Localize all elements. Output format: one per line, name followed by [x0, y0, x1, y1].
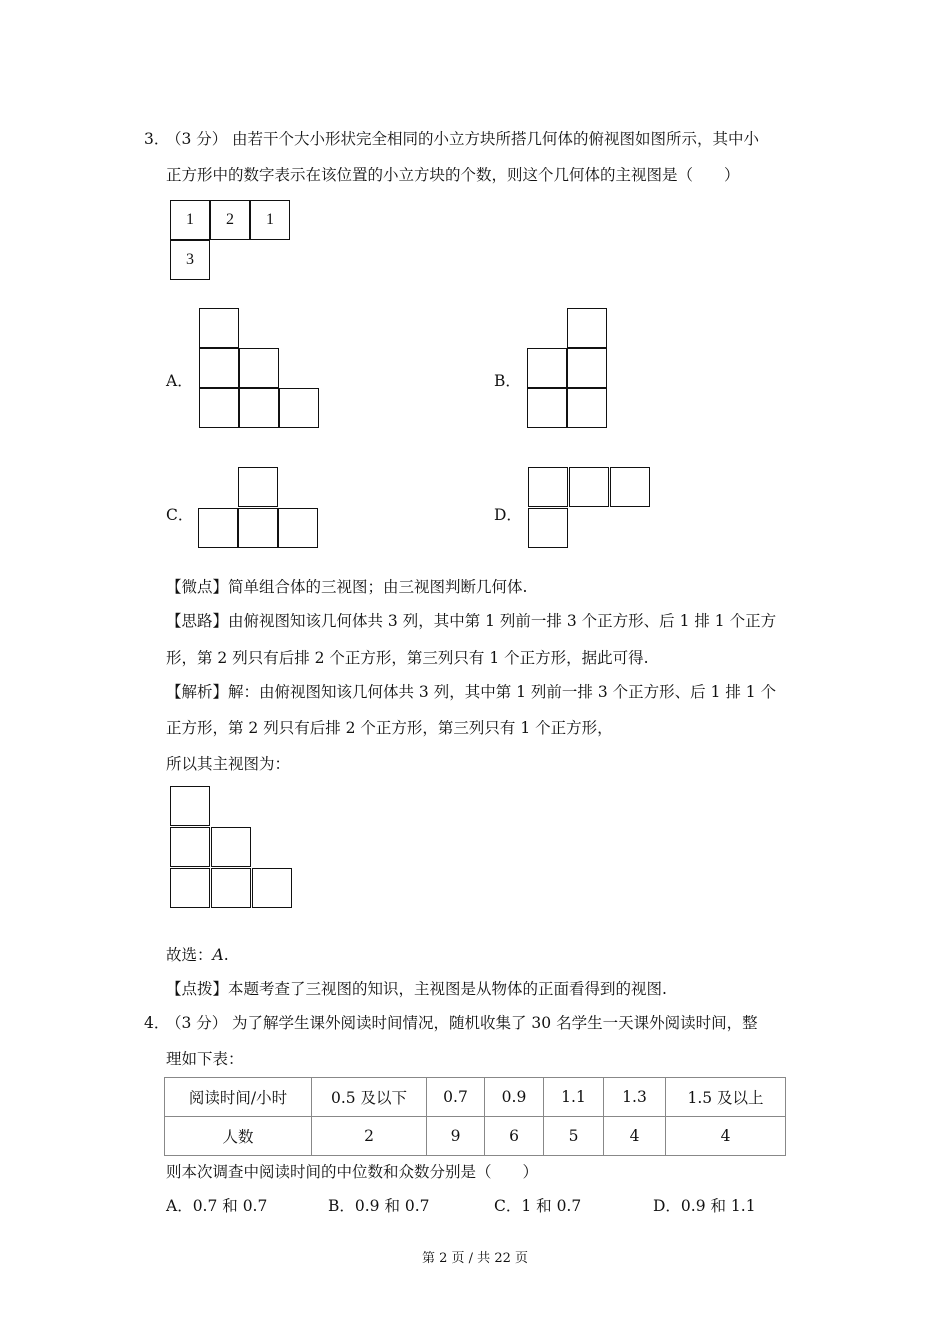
figure-square [238, 467, 278, 507]
figure-square [211, 868, 251, 908]
answer-suffix: . [223, 946, 229, 964]
top-view-cell: 1 [170, 200, 210, 240]
figure-square [278, 508, 318, 548]
q4-option-d: D．0.9 和 1.1 [653, 1197, 756, 1215]
top-view-cell: 2 [210, 200, 250, 240]
q3-answer [166, 943, 229, 965]
figure-square [527, 388, 567, 428]
table-cell: 1.3 [604, 1078, 666, 1117]
table-cell: 0.5 及以下 [312, 1078, 427, 1117]
figure-square [170, 868, 210, 908]
table-cell: 1.1 [544, 1078, 604, 1117]
table-cell: 6 [485, 1117, 544, 1156]
table-cell: 0.9 [485, 1078, 544, 1117]
answer-prefix: 故选： [166, 946, 213, 964]
q3-comment: 【点拨】本题考查了三视图的知识，主视图是从物体的正面看得到的视图. [166, 980, 667, 998]
figure-square [567, 348, 607, 388]
table-cell: 阅读时间/小时 [165, 1078, 312, 1117]
q3-solution-line1: 【解析】解：由俯视图知该几何体共 3 列，其中第 1 列前一排 3 个正方形、后 1 排 1 个 [166, 683, 777, 701]
q3-stem-line1: 由若干个大小形状完全相同的小立方块所搭几何体的俯视图如图所示，其中小 [232, 130, 760, 148]
figure-square [527, 348, 567, 388]
top-view-cell: 1 [250, 200, 290, 240]
figure-square [528, 467, 568, 507]
q4-stem-line2: 理如下表： [166, 1050, 244, 1068]
option-a-label: A． [166, 372, 193, 390]
q3-number: 3． [144, 130, 170, 148]
table-row [165, 1078, 786, 1117]
table-cell: 9 [427, 1117, 485, 1156]
option-d-label: D． [494, 506, 522, 524]
table-cell: 2 [312, 1117, 427, 1156]
q3-idea-line2: 形，第 2 列只有后排 2 个正方形，第三列只有 1 个正方形，据此可得. [166, 649, 649, 667]
top-view-cell: 3 [170, 240, 210, 280]
table-row [165, 1117, 786, 1156]
q4-option-b: B．0.9 和 0.7 [328, 1197, 430, 1215]
table-cell: 人数 [165, 1117, 312, 1156]
option-b-label: B． [494, 372, 521, 390]
option-c-label: C． [166, 506, 194, 524]
figure-square [567, 388, 607, 428]
q3-stem-line2: 正方形中的数字表示在该位置的小立方块的个数，则这个几何体的主视图是（ ） [166, 166, 740, 184]
q3-knowledge: 【微点】简单组合体的三视图；由三视图判断几何体. [166, 578, 528, 596]
figure-square [170, 786, 210, 826]
figure-square [170, 827, 210, 867]
q4-option-a: A．0.7 和 0.7 [166, 1197, 268, 1215]
figure-square [211, 827, 251, 867]
figure-square [239, 388, 279, 428]
q3-idea-line1: 【思路】由俯视图知该几何体共 3 列，其中第 1 列前一排 3 个正方形、后 1 排 1 个正方 [166, 612, 777, 630]
figure-square [238, 508, 278, 548]
figure-square [569, 467, 609, 507]
q4-option-c: C．1 和 0.7 [494, 1197, 582, 1215]
q4-number: 4． [144, 1014, 170, 1032]
q3-solution-line2: 正方形，第 2 列只有后排 2 个正方形，第三列只有 1 个正方形， [166, 719, 613, 737]
figure-square [199, 308, 239, 348]
figure-square [252, 868, 292, 908]
page-footer: 第 2 页 / 共 22 页 [422, 1251, 528, 1266]
table-cell: 4 [666, 1117, 786, 1156]
figure-square [198, 508, 238, 548]
table-cell: 5 [544, 1117, 604, 1156]
q4-score: （3 分） [166, 1014, 228, 1032]
q3-solution-line3: 所以其主视图为： [166, 755, 291, 773]
answer-letter: A [212, 946, 224, 964]
figure-square [528, 508, 568, 548]
figure-square [239, 348, 279, 388]
figure-square [610, 467, 650, 507]
q3-score: （3 分） [166, 130, 228, 148]
figure-square [199, 348, 239, 388]
q4-stem-line1: 为了解学生课外阅读时间情况，随机收集了 30 名学生一天课外阅读时间，整 [232, 1014, 758, 1032]
q4-question: 则本次调查中阅读时间的中位数和众数分别是（ ） [166, 1163, 539, 1181]
figure-square [199, 388, 239, 428]
table-cell: 1.5 及以上 [666, 1078, 786, 1117]
table-cell: 0.7 [427, 1078, 485, 1117]
reading-time-table [164, 1077, 786, 1156]
figure-square [567, 308, 607, 348]
table-cell: 4 [604, 1117, 666, 1156]
figure-square [279, 388, 319, 428]
